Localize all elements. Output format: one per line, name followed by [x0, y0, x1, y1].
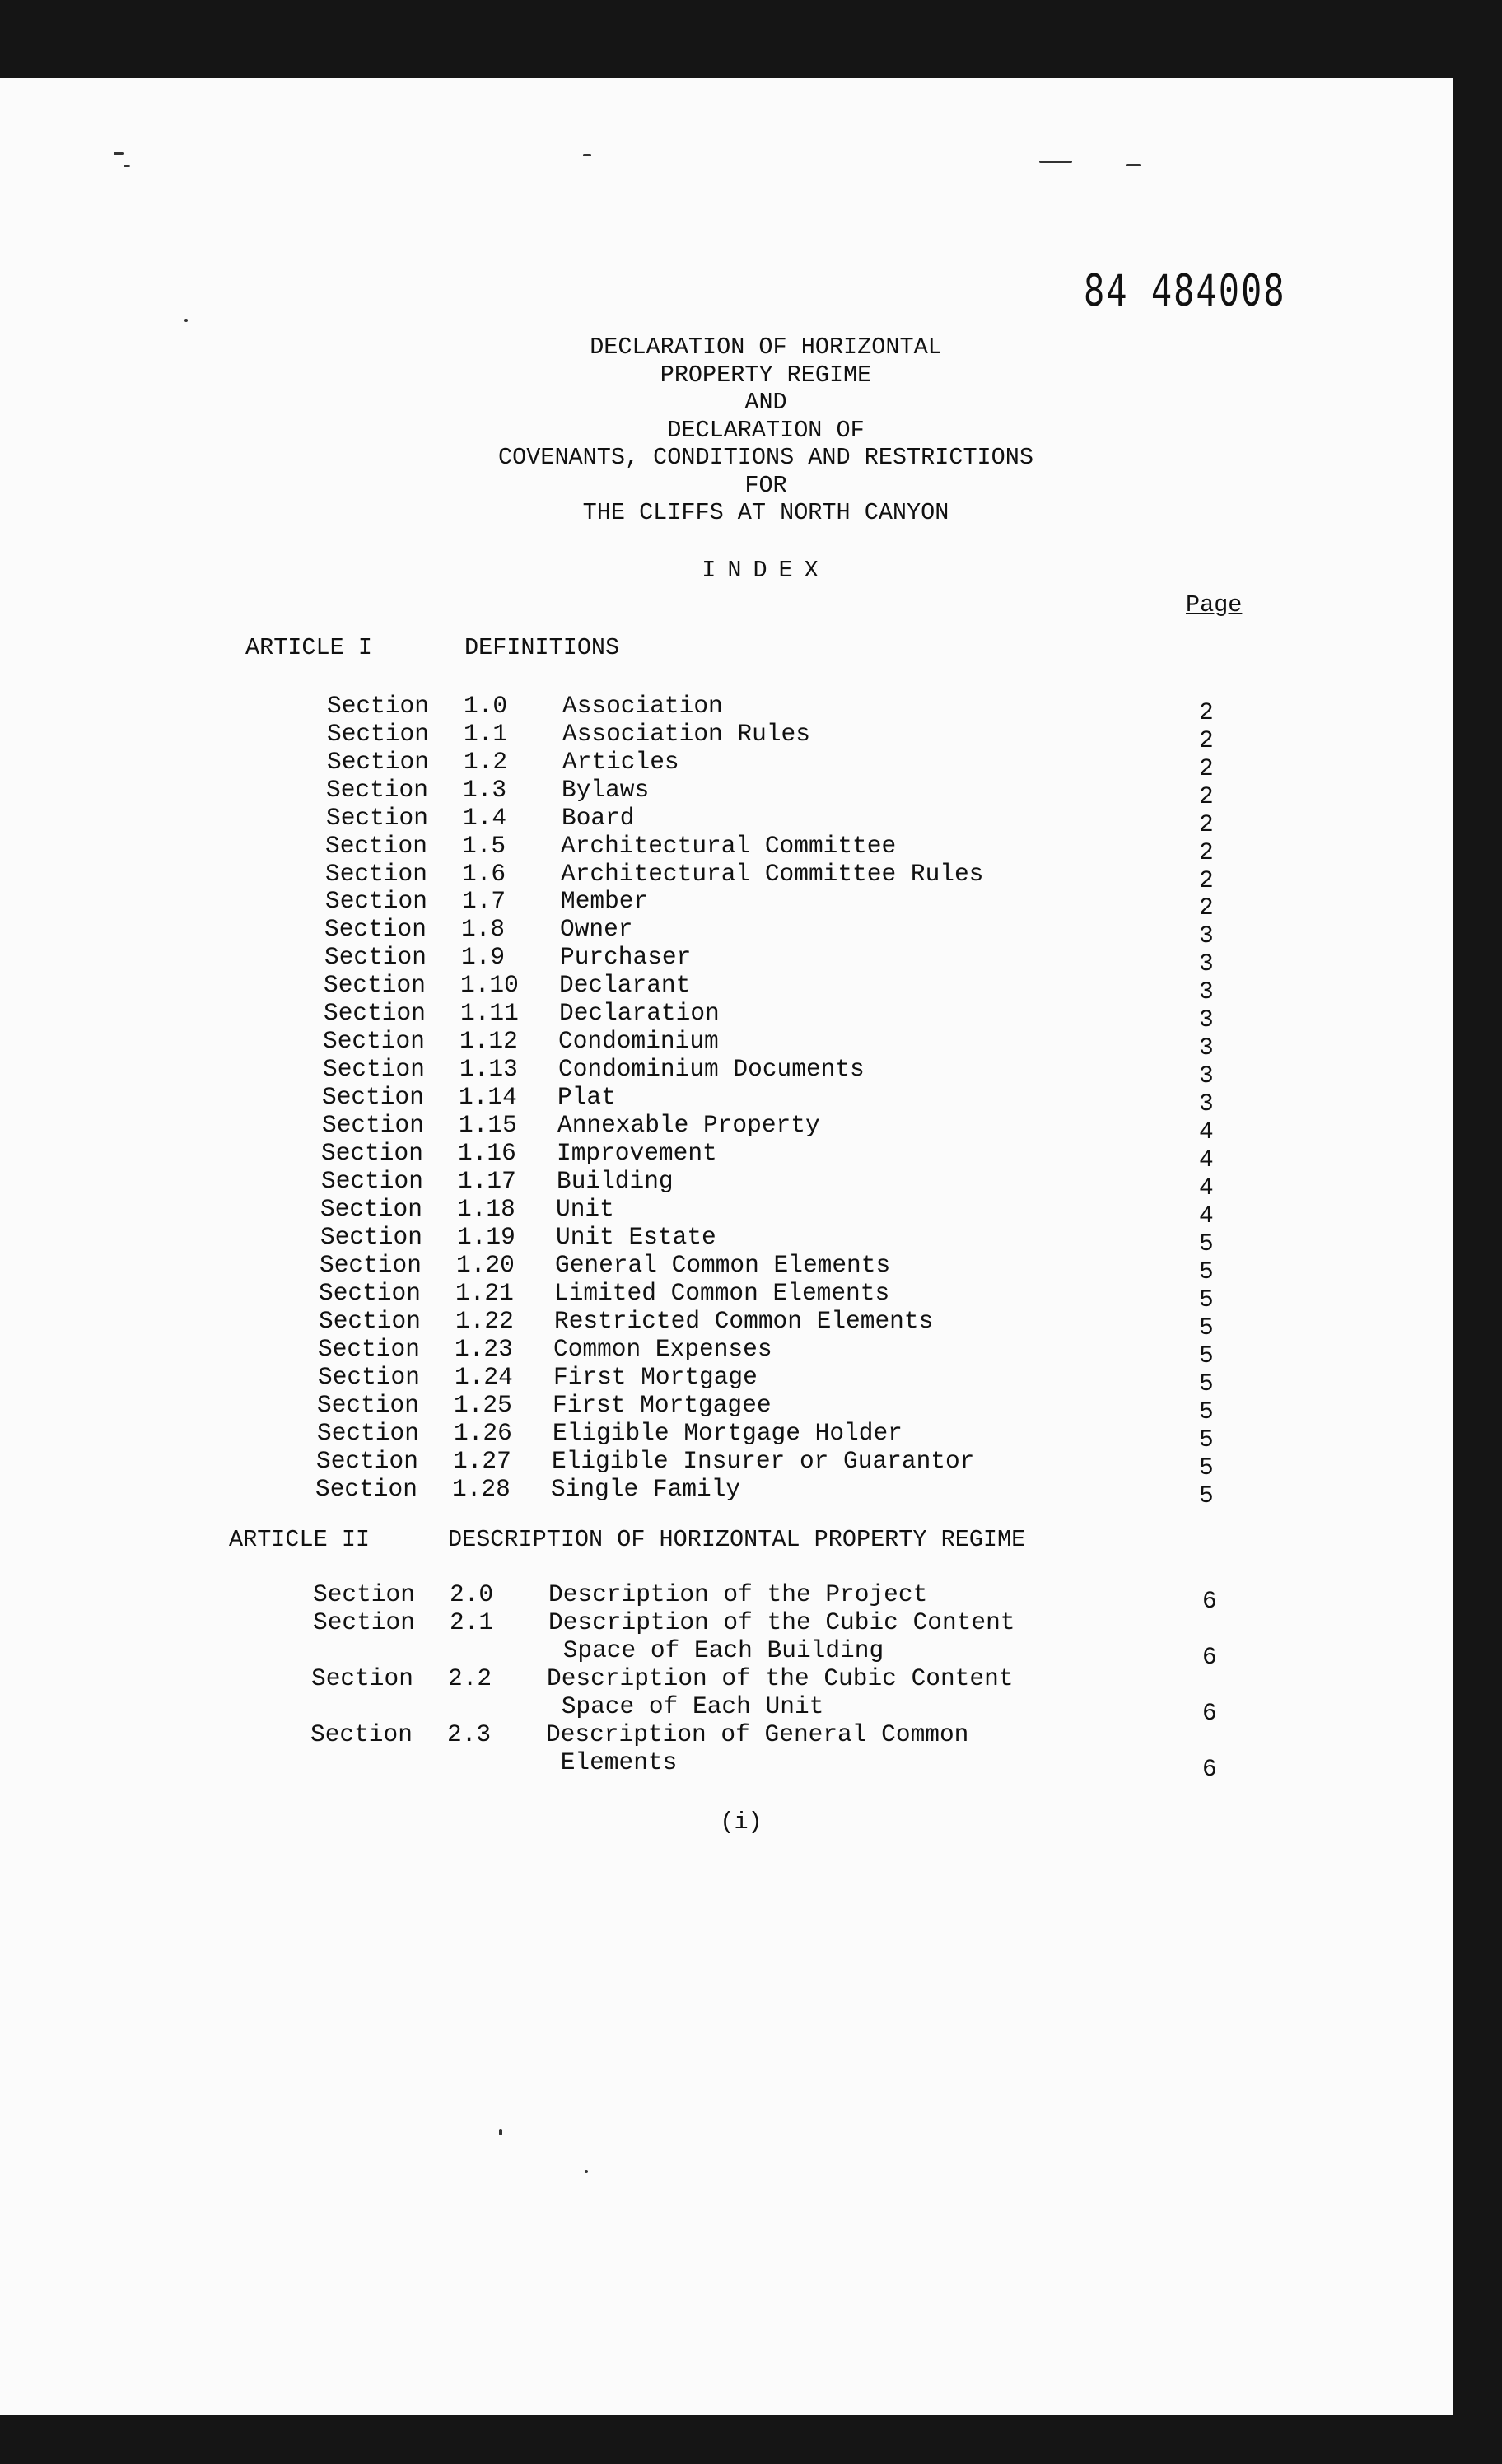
section-page: 4 [1199, 1202, 1214, 1230]
section-label: Section [319, 1279, 421, 1307]
section-title: Plat [557, 1083, 616, 1111]
section-page: 5 [1199, 1482, 1214, 1510]
section-page: 2 [1199, 894, 1214, 922]
section-number: 1.28 [452, 1475, 511, 1503]
scan-speck [583, 154, 591, 156]
section-page: 5 [1199, 1398, 1214, 1426]
section-number: 1.23 [455, 1335, 513, 1363]
section-number: 1.6 [462, 860, 506, 888]
section-number: 1.17 [458, 1167, 516, 1195]
section-title: Member [561, 887, 649, 915]
title-line: FOR [744, 471, 787, 499]
section-label: Section [325, 887, 427, 915]
section-page: 6 [1202, 1699, 1217, 1727]
section-number: 2.1 [450, 1608, 494, 1636]
section-number: 1.0 [464, 692, 508, 720]
section-title: Board [562, 804, 635, 832]
section-number: 1.20 [456, 1251, 515, 1279]
section-page: 2 [1199, 782, 1214, 810]
article-number: ARTICLE I [245, 634, 372, 661]
section-page: 2 [1199, 838, 1214, 866]
section-number: 1.18 [457, 1195, 515, 1223]
scan-speck [1126, 164, 1141, 166]
section-page: 5 [1199, 1454, 1214, 1482]
section-page: 2 [1199, 810, 1214, 838]
section-title: Association [562, 692, 723, 720]
section-number: 1.24 [455, 1363, 513, 1391]
section-number: 1.5 [462, 832, 506, 860]
section-title: Description of the Cubic Content [547, 1664, 1014, 1692]
section-label: Section [322, 1111, 424, 1139]
section-title: Eligible Insurer or Guarantor [552, 1447, 975, 1475]
section-number: 1.7 [462, 887, 506, 915]
section-label: Section [316, 1447, 418, 1475]
section-label: Section [323, 1055, 425, 1083]
section-number: 1.9 [461, 943, 506, 971]
section-label: Section [327, 692, 429, 720]
section-page: 6 [1202, 1755, 1217, 1783]
section-title: First Mortgagee [553, 1391, 772, 1419]
section-title: Improvement [557, 1139, 717, 1167]
section-title: Condominium Documents [558, 1055, 865, 1083]
section-number: 1.1 [464, 720, 508, 748]
section-page: 3 [1199, 1034, 1214, 1062]
section-page: 3 [1199, 1062, 1214, 1090]
section-title: Purchaser [560, 943, 692, 971]
article-title: DEFINITIONS [464, 634, 620, 661]
section-title: Description of the Cubic Content [548, 1608, 1015, 1636]
section-label: Section [320, 1223, 422, 1251]
section-page: 3 [1199, 922, 1214, 950]
section-page: 3 [1199, 1090, 1214, 1118]
section-page: 2 [1199, 754, 1214, 782]
section-label: Section [318, 1363, 420, 1391]
title-line: DECLARATION OF HORIZONTAL [590, 334, 942, 361]
section-title: Bylaws [562, 776, 650, 804]
section-page: 6 [1202, 1587, 1217, 1615]
section-title: Unit Estate [556, 1223, 716, 1251]
index-heading: INDEX [702, 557, 830, 584]
section-title: First Mortgage [553, 1363, 758, 1391]
section-page: 2 [1199, 698, 1214, 726]
section-title: Unit [556, 1195, 614, 1223]
section-label: Section [310, 1720, 413, 1748]
section-number: 1.13 [459, 1055, 518, 1083]
section-page: 5 [1199, 1230, 1214, 1258]
scan-border-bottom [0, 2413, 1502, 2464]
section-label: Section [311, 1664, 413, 1692]
section-label: Section [313, 1608, 415, 1636]
scan-border-top [0, 0, 1502, 82]
section-number: 1.19 [457, 1223, 515, 1251]
scan-speck [1039, 161, 1072, 163]
section-label: Section [322, 1083, 424, 1111]
section-label: Section [324, 999, 426, 1027]
section-label: Section [327, 720, 429, 748]
section-title: Articles [562, 748, 679, 776]
section-title: Architectural Committee Rules [561, 860, 984, 888]
section-number: 1.2 [464, 748, 508, 776]
scan-speck [585, 2170, 588, 2173]
section-page: 4 [1199, 1118, 1214, 1146]
section-title-continued: Elements [546, 1748, 678, 1776]
section-label: Section [313, 1580, 415, 1608]
section-title: Description of the Project [548, 1580, 928, 1608]
section-number: 2.2 [448, 1664, 492, 1692]
section-page: 2 [1199, 866, 1214, 894]
title-line: COVENANTS, CONDITIONS AND RESTRICTIONS [498, 444, 1033, 471]
section-label: Section [319, 1307, 421, 1335]
title-line: THE CLIFFS AT NORTH CANYON [582, 499, 949, 526]
section-label: Section [324, 915, 427, 943]
section-label: Section [317, 1419, 419, 1447]
section-label: Section [326, 804, 428, 832]
section-number: 2.3 [447, 1720, 492, 1748]
section-label: Section [321, 1167, 423, 1195]
article-title: DESCRIPTION OF HORIZONTAL PROPERTY REGIME [448, 1526, 1026, 1553]
section-number: 1.11 [460, 999, 519, 1027]
section-label: Section [325, 860, 427, 888]
section-number: 1.22 [455, 1307, 514, 1335]
section-page: 2 [1199, 726, 1214, 754]
page-column-header: Page [1186, 591, 1243, 618]
section-title: Architectural Committee [561, 832, 897, 860]
section-page: 5 [1199, 1370, 1214, 1398]
scan-speck [184, 319, 188, 322]
section-page: 5 [1199, 1342, 1214, 1370]
section-label: Section [324, 943, 427, 971]
scan-speck [499, 2129, 502, 2135]
page-footer-number: (i) [720, 1808, 763, 1836]
section-title-continued: Space of Each Unit [547, 1692, 824, 1720]
document-number: 84 484008 [1084, 265, 1286, 316]
section-number: 2.0 [450, 1580, 494, 1608]
section-label: Section [320, 1195, 422, 1223]
title-line: AND [744, 389, 787, 416]
section-label: Section [327, 748, 429, 776]
section-title: Annexable Property [557, 1111, 820, 1139]
section-number: 1.3 [463, 776, 507, 804]
section-title: General Common Elements [555, 1251, 891, 1279]
section-page: 3 [1199, 950, 1214, 978]
section-label: Section [318, 1335, 420, 1363]
section-title: Common Expenses [553, 1335, 772, 1363]
section-title: Condominium [558, 1027, 719, 1055]
section-number: 1.14 [459, 1083, 517, 1111]
section-page: 5 [1199, 1426, 1214, 1454]
section-title: Owner [560, 915, 633, 943]
section-title: Eligible Mortgage Holder [553, 1419, 903, 1447]
section-number: 1.10 [460, 971, 519, 999]
section-label: Section [317, 1391, 419, 1419]
section-number: 1.26 [454, 1419, 512, 1447]
scan-speck [114, 152, 124, 155]
section-number: 1.25 [454, 1391, 512, 1419]
section-label: Section [324, 971, 426, 999]
section-page: 5 [1199, 1258, 1214, 1286]
section-title: Limited Common Elements [554, 1279, 890, 1307]
section-page: 3 [1199, 1006, 1214, 1034]
section-page: 6 [1202, 1643, 1217, 1671]
section-label: Section [320, 1251, 422, 1279]
section-label: Section [325, 832, 427, 860]
section-label: Section [323, 1027, 425, 1055]
document-title [0, 334, 1502, 527]
section-title-continued: Space of Each Building [548, 1636, 884, 1664]
section-number: 1.4 [463, 804, 507, 832]
section-page: 4 [1199, 1174, 1214, 1202]
title-line: DECLARATION OF [667, 416, 865, 444]
section-title: Single Family [551, 1475, 741, 1503]
section-title: Declaration [559, 999, 720, 1027]
section-number: 1.16 [458, 1139, 516, 1167]
section-label: Section [321, 1139, 423, 1167]
section-number: 1.12 [459, 1027, 518, 1055]
scan-speck [124, 165, 130, 167]
section-title: Description of General Common [546, 1720, 969, 1748]
section-title: Restricted Common Elements [554, 1307, 934, 1335]
section-number: 1.8 [461, 915, 506, 943]
title-line: PROPERTY REGIME [660, 361, 872, 389]
section-label: Section [315, 1475, 417, 1503]
article-number: ARTICLE II [229, 1526, 371, 1553]
section-page: 3 [1199, 978, 1214, 1006]
section-page: 5 [1199, 1286, 1214, 1314]
section-page: 5 [1199, 1314, 1214, 1342]
section-title: Declarant [559, 971, 691, 999]
section-page: 4 [1199, 1146, 1214, 1174]
section-number: 1.15 [459, 1111, 517, 1139]
section-number: 1.21 [455, 1279, 514, 1307]
section-title: Building [557, 1167, 674, 1195]
section-title: Association Rules [562, 720, 810, 748]
section-number: 1.27 [453, 1447, 511, 1475]
section-label: Section [326, 776, 428, 804]
